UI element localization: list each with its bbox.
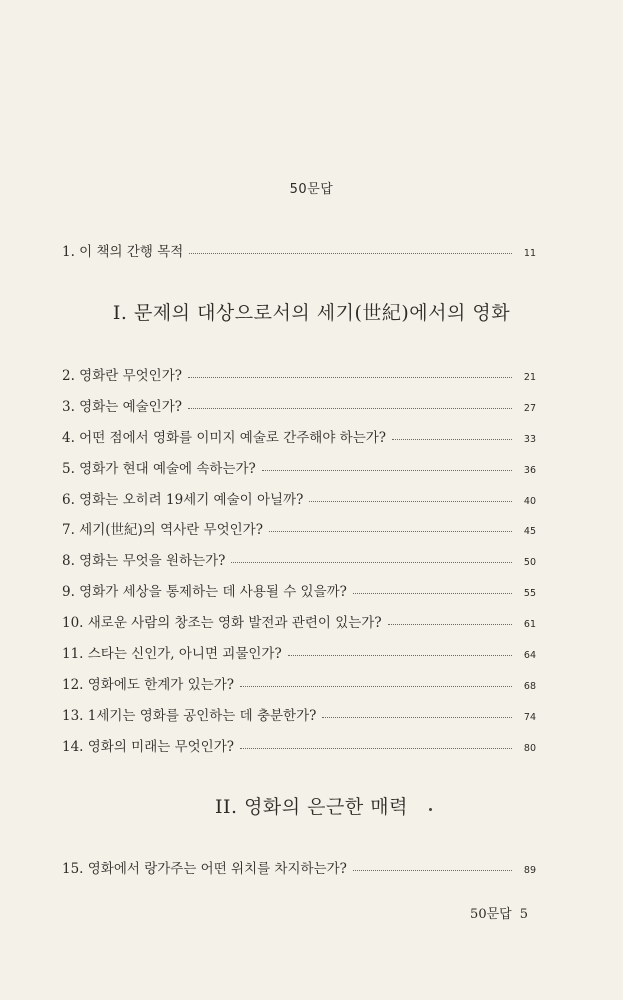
dot-leader — [240, 748, 512, 749]
ink-speck — [429, 808, 432, 811]
toc-entry-label: 4. 어떤 점에서 영화를 이미지 예술로 간주해야 하는가? — [62, 430, 387, 446]
toc-entry-label: 7. 세기(世紀)의 역사란 무엇인가? — [62, 522, 263, 538]
toc-entry-page: 36 — [523, 465, 536, 476]
toc-entry-label: 10. 새로운 사람의 창조는 영화 발전과 관련이 있는가? — [62, 615, 382, 631]
toc-entry — [62, 735, 536, 757]
toc-entry-label: 8. 영화는 무엇을 원하는가? — [62, 553, 226, 569]
toc-entry — [62, 488, 536, 510]
toc-entry — [62, 857, 536, 879]
toc-entry-page: 45 — [523, 526, 536, 537]
page-number: 5 — [519, 907, 528, 922]
toc-entry-page: 33 — [523, 434, 536, 445]
toc-entry-page: 50 — [523, 557, 536, 568]
toc-entry — [62, 240, 536, 262]
toc-entry-page: 61 — [523, 619, 536, 630]
toc-entry-label: 5. 영화가 현대 예술에 속하는가? — [62, 461, 256, 477]
toc-heading: 50문답 — [289, 182, 334, 197]
toc-entry — [62, 642, 536, 664]
toc-entry — [62, 518, 536, 540]
toc-entry — [62, 549, 536, 571]
dot-leader — [392, 439, 512, 440]
toc-entry-page: 21 — [523, 372, 536, 383]
dot-leader — [322, 717, 512, 718]
toc-entry-label: 9. 영화가 세상을 통제하는 데 사용될 수 있을까? — [62, 584, 347, 600]
dot-leader — [189, 253, 512, 254]
section-title: II. 영화의 은근한 매력 — [214, 796, 408, 818]
dot-leader — [353, 593, 512, 594]
toc-entry-page: 27 — [523, 403, 536, 414]
toc-entry — [62, 457, 536, 479]
section-title: I. 문제의 대상으로서의 세기(世紀)에서의 영화 — [112, 302, 511, 324]
toc-entry-label: 3. 영화는 예술인가? — [62, 399, 182, 415]
toc-entry-label: 2. 영화란 무엇인가? — [62, 368, 182, 384]
dot-leader — [288, 655, 512, 656]
dot-leader — [353, 870, 512, 871]
dot-leader — [309, 501, 512, 502]
toc-entry-page: 55 — [523, 588, 536, 599]
toc-entry — [62, 364, 536, 386]
dot-leader — [262, 470, 512, 471]
dot-leader — [188, 377, 512, 378]
toc-entry — [62, 611, 536, 633]
dot-leader — [269, 531, 512, 532]
toc-entry-label: 6. 영화는 오히려 19세기 예술이 아닐까? — [62, 492, 304, 508]
toc-entry — [62, 426, 536, 448]
toc-entry — [62, 580, 536, 602]
toc-entry-label: 15. 영화에서 랑가주는 어떤 위치를 차지하는가? — [62, 861, 347, 877]
toc-entry-label: 13. 1세기는 영화를 공인하는 데 충분한가? — [62, 708, 317, 724]
toc-entry-page: 89 — [523, 865, 536, 876]
toc-entry-label: 12. 영화에도 한계가 있는가? — [62, 677, 234, 693]
dot-leader — [388, 624, 512, 625]
toc-entry-page: 68 — [523, 681, 536, 692]
toc-entry — [62, 673, 536, 695]
toc-entry-page: 80 — [523, 743, 536, 754]
toc-entry-page: 11 — [523, 248, 536, 259]
toc-entry-label: 11. 스타는 신인가, 아니면 괴물인가? — [62, 646, 282, 662]
toc-entry-label: 1. 이 책의 간행 목적 — [62, 244, 184, 260]
dot-leader — [188, 408, 512, 409]
toc-entry — [62, 395, 536, 417]
toc-entry-page: 64 — [523, 650, 536, 661]
dot-leader — [240, 686, 512, 687]
running-title: 50문답 — [470, 907, 512, 922]
dot-leader — [231, 562, 512, 563]
toc-entry-page: 74 — [523, 712, 536, 723]
toc-entry-label: 14. 영화의 미래는 무엇인가? — [62, 739, 234, 755]
toc-entry — [62, 704, 536, 726]
page-footer — [470, 903, 528, 922]
toc-entry-page: 40 — [523, 496, 536, 507]
